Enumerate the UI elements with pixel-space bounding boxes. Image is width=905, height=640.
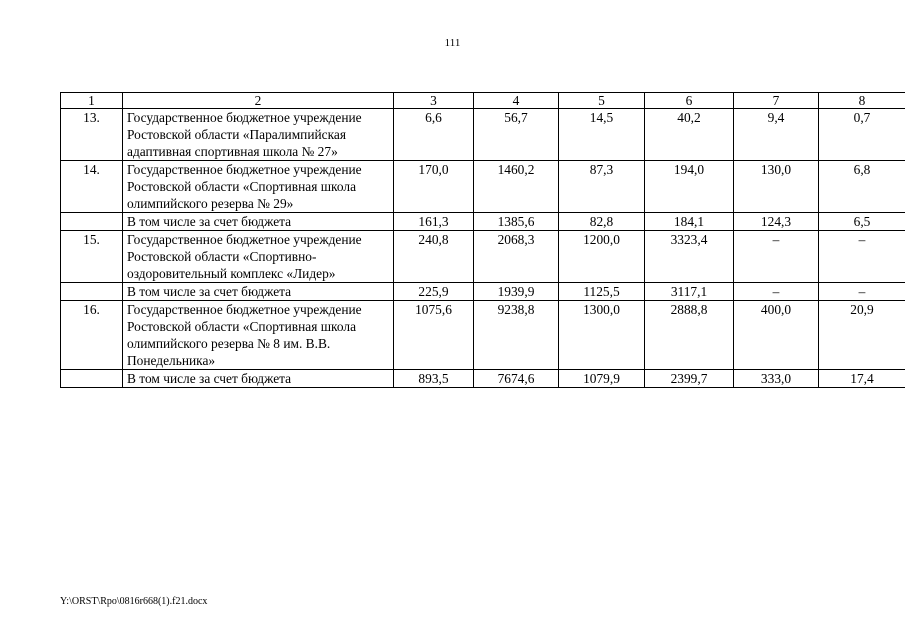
value-cell-col-8: 20,9 [819, 301, 905, 370]
institution-name-cell: Государственное бюджетное учреждение Ростовской области «Паралимпийская адаптивная спортивная школа № 27» [123, 109, 394, 161]
value-cell-col-5: 1200,0 [559, 231, 645, 283]
page-number: 111 [444, 37, 461, 49]
header-cell: 3 [394, 93, 474, 109]
value-cell-col-7: – [734, 231, 819, 283]
value-cell-col-7: 124,3 [734, 213, 819, 231]
value-cell-col-3: 225,9 [394, 283, 474, 301]
header-cell: 2 [123, 93, 394, 109]
value-cell-col-4: 9238,8 [474, 301, 559, 370]
header-cell: 8 [819, 93, 905, 109]
value-cell-col-3: 6,6 [394, 109, 474, 161]
header-cell: 7 [734, 93, 819, 109]
row-number-cell [61, 370, 123, 388]
budget-table [60, 92, 905, 388]
value-cell-col-5: 87,3 [559, 161, 645, 213]
value-cell-col-4: 1385,6 [474, 213, 559, 231]
table-row [61, 213, 905, 231]
value-cell-col-6: 2888,8 [645, 301, 734, 370]
table-row [61, 283, 905, 301]
value-cell-col-6: 3117,1 [645, 283, 734, 301]
table-row [61, 109, 905, 161]
header-cell: 5 [559, 93, 645, 109]
institution-name-cell: Государственное бюджетное учреждение Ростовской области «Спортивная школа олимпийского резерва № 29» [123, 161, 394, 213]
value-cell-col-4: 7674,6 [474, 370, 559, 388]
value-cell-col-7: 9,4 [734, 109, 819, 161]
value-cell-col-3: 170,0 [394, 161, 474, 213]
value-cell-col-4: 2068,3 [474, 231, 559, 283]
value-cell-col-7: – [734, 283, 819, 301]
value-cell-col-4: 1939,9 [474, 283, 559, 301]
value-cell-col-5: 1079,9 [559, 370, 645, 388]
value-cell-col-5: 1125,5 [559, 283, 645, 301]
row-number-cell: 14. [61, 161, 123, 213]
row-number-cell [61, 213, 123, 231]
value-cell-col-6: 40,2 [645, 109, 734, 161]
value-cell-col-8: – [819, 283, 905, 301]
row-number-cell [61, 283, 123, 301]
value-cell-col-3: 1075,6 [394, 301, 474, 370]
value-cell-col-6: 3323,4 [645, 231, 734, 283]
value-cell-col-8: – [819, 231, 905, 283]
table-row [61, 161, 905, 213]
value-cell-col-8: 6,8 [819, 161, 905, 213]
value-cell-col-3: 893,5 [394, 370, 474, 388]
header-cell: 6 [645, 93, 734, 109]
row-number-cell: 16. [61, 301, 123, 370]
table-row [61, 301, 905, 370]
file-path-footer: Y:\ORST\Rpo\0816r668(1).f21.docx [60, 596, 208, 607]
value-cell-col-3: 161,3 [394, 213, 474, 231]
value-cell-col-6: 2399,7 [645, 370, 734, 388]
value-cell-col-6: 194,0 [645, 161, 734, 213]
value-cell-col-7: 400,0 [734, 301, 819, 370]
value-cell-col-5: 1300,0 [559, 301, 645, 370]
institution-name-cell: В том числе за счет бюджета [123, 213, 394, 231]
value-cell-col-5: 14,5 [559, 109, 645, 161]
institution-name-cell: Государственное бюджетное учреждение Ростовской области «Спортивная школа олимпийского резерва № 8 им. В.В. Понедельника» [123, 301, 394, 370]
table-row [61, 370, 905, 388]
value-cell-col-6: 184,1 [645, 213, 734, 231]
table-row [61, 231, 905, 283]
institution-name-cell: В том числе за счет бюджета [123, 370, 394, 388]
table-header-row [61, 93, 905, 109]
value-cell-col-4: 56,7 [474, 109, 559, 161]
value-cell-col-8: 6,5 [819, 213, 905, 231]
row-number-cell: 13. [61, 109, 123, 161]
value-cell-col-5: 82,8 [559, 213, 645, 231]
value-cell-col-8: 0,7 [819, 109, 905, 161]
value-cell-col-7: 333,0 [734, 370, 819, 388]
header-cell: 1 [61, 93, 123, 109]
institution-name-cell: Государственное бюджетное учреждение Ростовской области «Спортивно-оздоровительный комплекс «Лидер» [123, 231, 394, 283]
value-cell-col-8: 17,4 [819, 370, 905, 388]
institution-name-cell: В том числе за счет бюджета [123, 283, 394, 301]
row-number-cell: 15. [61, 231, 123, 283]
header-cell: 4 [474, 93, 559, 109]
value-cell-col-3: 240,8 [394, 231, 474, 283]
value-cell-col-4: 1460,2 [474, 161, 559, 213]
value-cell-col-7: 130,0 [734, 161, 819, 213]
